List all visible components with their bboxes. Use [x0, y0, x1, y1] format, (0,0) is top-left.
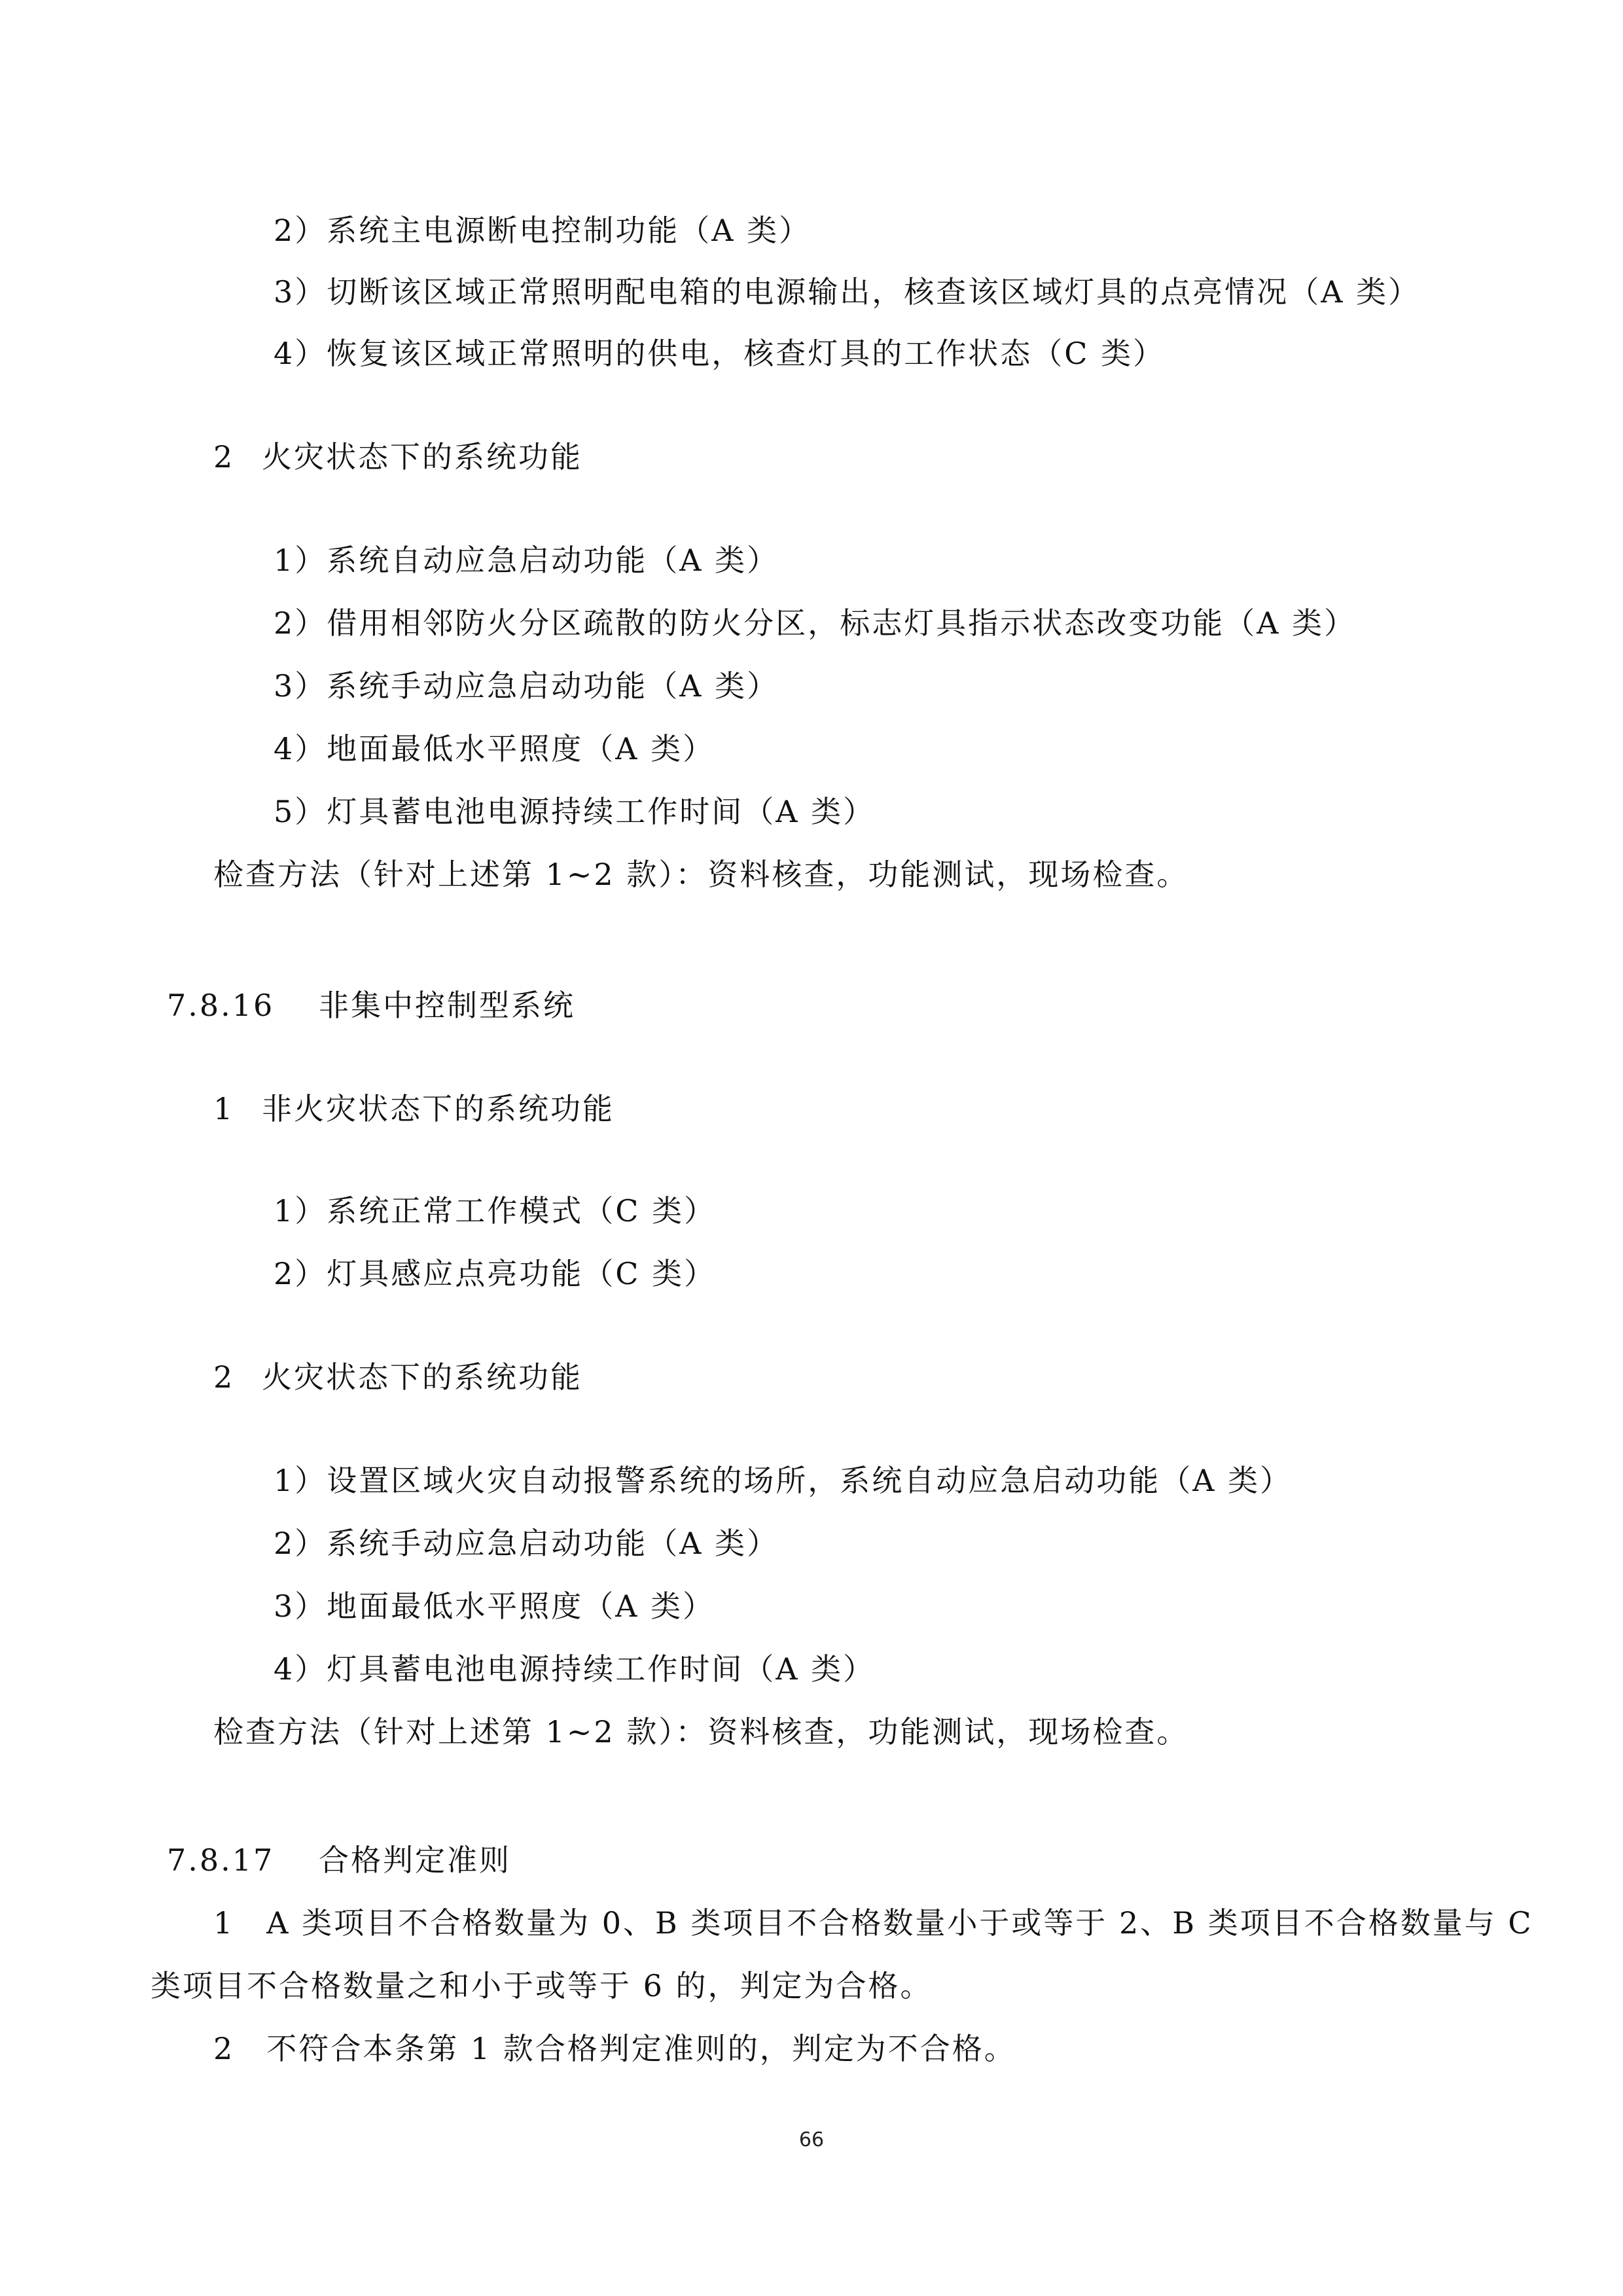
- list-item: 1）设置区域火灾自动报警系统的场所，系统自动应急启动功能（A 类）: [274, 1463, 1293, 1498]
- inspection-method: 检查方法（针对上述第 1~2 款）：资料核查，功能测试，现场检查。: [213, 1714, 1189, 1749]
- list-item: 1）系统自动应急启动功能（A 类）: [274, 543, 779, 578]
- subsection-title: 非火灾状态下的系统功能: [262, 1091, 615, 1126]
- paragraph-line: 2 不符合本条第 1 款合格判定准则的，判定为不合格。: [213, 2031, 1016, 2066]
- list-item: 3）系统手动应急启动功能（A 类）: [274, 668, 779, 704]
- section-title: 合格判定准则: [319, 1842, 511, 1878]
- list-item: 2）系统主电源断电控制功能（A 类）: [274, 213, 812, 248]
- page-number: 66: [798, 2128, 825, 2151]
- list-item: 2）系统手动应急启动功能（A 类）: [274, 1526, 779, 1561]
- section-heading: [167, 986, 575, 1025]
- list-item: 4）恢复该区域正常照明的供电，核查灯具的工作状态（C 类）: [274, 336, 1166, 371]
- subsection-title: 火灾状态下的系统功能: [262, 1359, 582, 1395]
- list-item: 3）切断该区域正常照明配电箱的电源输出，核查该区域灯具的点亮情况（A 类）: [274, 274, 1421, 310]
- paragraph-line: 类项目不合格数量之和小于或等于 6 的，判定为合格。: [151, 1968, 933, 2003]
- paragraph-line: 1 A 类项目不合格数量为 0、B 类项目不合格数量小于或等于 2、B 类项目不合格数量与 C: [213, 1905, 1533, 1941]
- subsection-title: 火灾状态下的系统功能: [262, 439, 582, 475]
- section-number: 7.8.16: [167, 988, 275, 1023]
- list-item: 2）灯具感应点亮功能（C 类）: [274, 1256, 717, 1291]
- list-item: 4）灯具蓄电池电源持续工作时间（A 类）: [274, 1651, 876, 1687]
- subsection-number: 2: [213, 1359, 235, 1395]
- section-heading: [167, 1840, 511, 1880]
- list-item: 5）灯具蓄电池电源持续工作时间（A 类）: [274, 794, 876, 829]
- subsection-heading: [213, 1357, 582, 1397]
- subsection-number: 2: [213, 439, 235, 475]
- section-title: 非集中控制型系统: [319, 988, 575, 1023]
- list-item: 1）系统正常工作模式（C 类）: [274, 1193, 717, 1229]
- list-item: 2）借用相邻防火分区疏散的防火分区，标志灯具指示状态改变功能（A 类）: [274, 605, 1357, 641]
- subsection-heading: [213, 437, 582, 476]
- list-item: 3）地面最低水平照度（A 类）: [274, 1588, 715, 1624]
- inspection-method: 检查方法（针对上述第 1~2 款）：资料核查，功能测试，现场检查。: [213, 857, 1189, 892]
- subsection-number: 1: [213, 1091, 235, 1126]
- subsection-heading: [213, 1089, 615, 1128]
- list-item: 4）地面最低水平照度（A 类）: [274, 731, 715, 766]
- section-number: 7.8.17: [167, 1842, 275, 1878]
